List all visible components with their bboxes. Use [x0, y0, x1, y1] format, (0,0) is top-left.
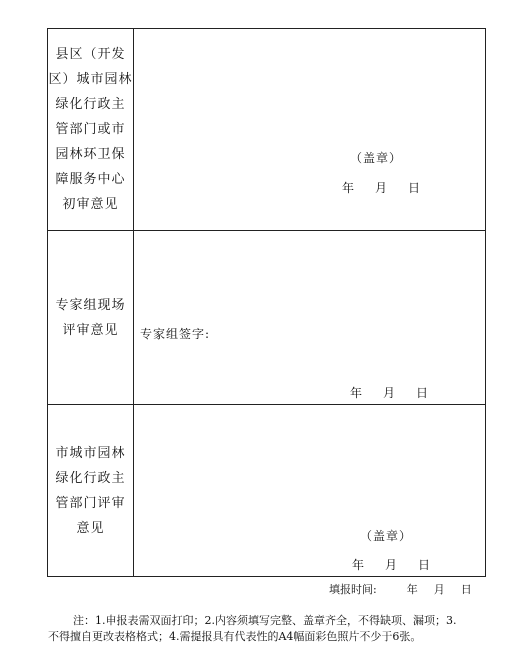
date-line	[352, 556, 431, 573]
label-line: 障服务中心	[55, 172, 126, 187]
review-form-table	[47, 28, 486, 577]
day-label: 日	[408, 181, 422, 195]
seal-label: （盖章）	[360, 529, 413, 543]
fill-time-line	[329, 581, 472, 597]
label-line: 区）城市园林	[48, 72, 133, 87]
expert-review-opinion-field[interactable]	[134, 231, 485, 404]
label-line: 县区（开发	[55, 47, 126, 62]
date-line	[350, 384, 429, 401]
city-review-label	[48, 405, 134, 576]
month-label: 月	[375, 181, 389, 195]
expert-review-label	[48, 231, 134, 404]
year-label: 年	[352, 558, 366, 572]
fill-time-label: 填报时间:	[329, 583, 377, 596]
label-line: 园林环卫保	[55, 147, 126, 162]
date-line	[342, 179, 421, 196]
fill-time-month: 月	[433, 583, 445, 596]
day-label: 日	[418, 558, 432, 572]
label-line: 管部门评审	[55, 495, 126, 511]
label-line: 绿化行政主	[55, 470, 126, 486]
preliminary-review-label	[48, 29, 134, 230]
preliminary-review-row	[48, 29, 485, 231]
month-label: 月	[385, 558, 399, 572]
label-line: 评审意见	[62, 322, 119, 338]
year-label: 年	[350, 386, 364, 400]
fill-time-day: 日	[460, 583, 472, 596]
day-label: 日	[416, 386, 430, 400]
label-line: 意见	[76, 520, 105, 536]
expert-signature-label: 专家组签字:	[140, 327, 211, 341]
note-line-2: 不得擅自更改表格格式；4.需提报具有代表性的A4幅面彩色照片不少于6张。	[48, 630, 422, 643]
label-line: 管部门或市	[55, 122, 126, 137]
city-review-row	[48, 405, 485, 576]
seal-label: （盖章）	[350, 151, 403, 165]
preliminary-review-opinion-field[interactable]	[134, 29, 485, 230]
fill-time-year: 年	[406, 583, 418, 596]
label-line: 专家组现场	[55, 297, 126, 313]
note-line-1: 注：1.申报表需双面打印；2.内容须填写完整、盖章齐全，不得缺项、漏项；3.	[73, 614, 457, 627]
label-line: 绿化行政主	[55, 97, 126, 112]
label-line: 初审意见	[62, 197, 119, 212]
city-review-opinion-field[interactable]	[134, 405, 485, 576]
label-line: 市城市园林	[55, 445, 126, 461]
expert-review-row	[48, 231, 485, 405]
year-label: 年	[342, 181, 356, 195]
month-label: 月	[383, 386, 397, 400]
